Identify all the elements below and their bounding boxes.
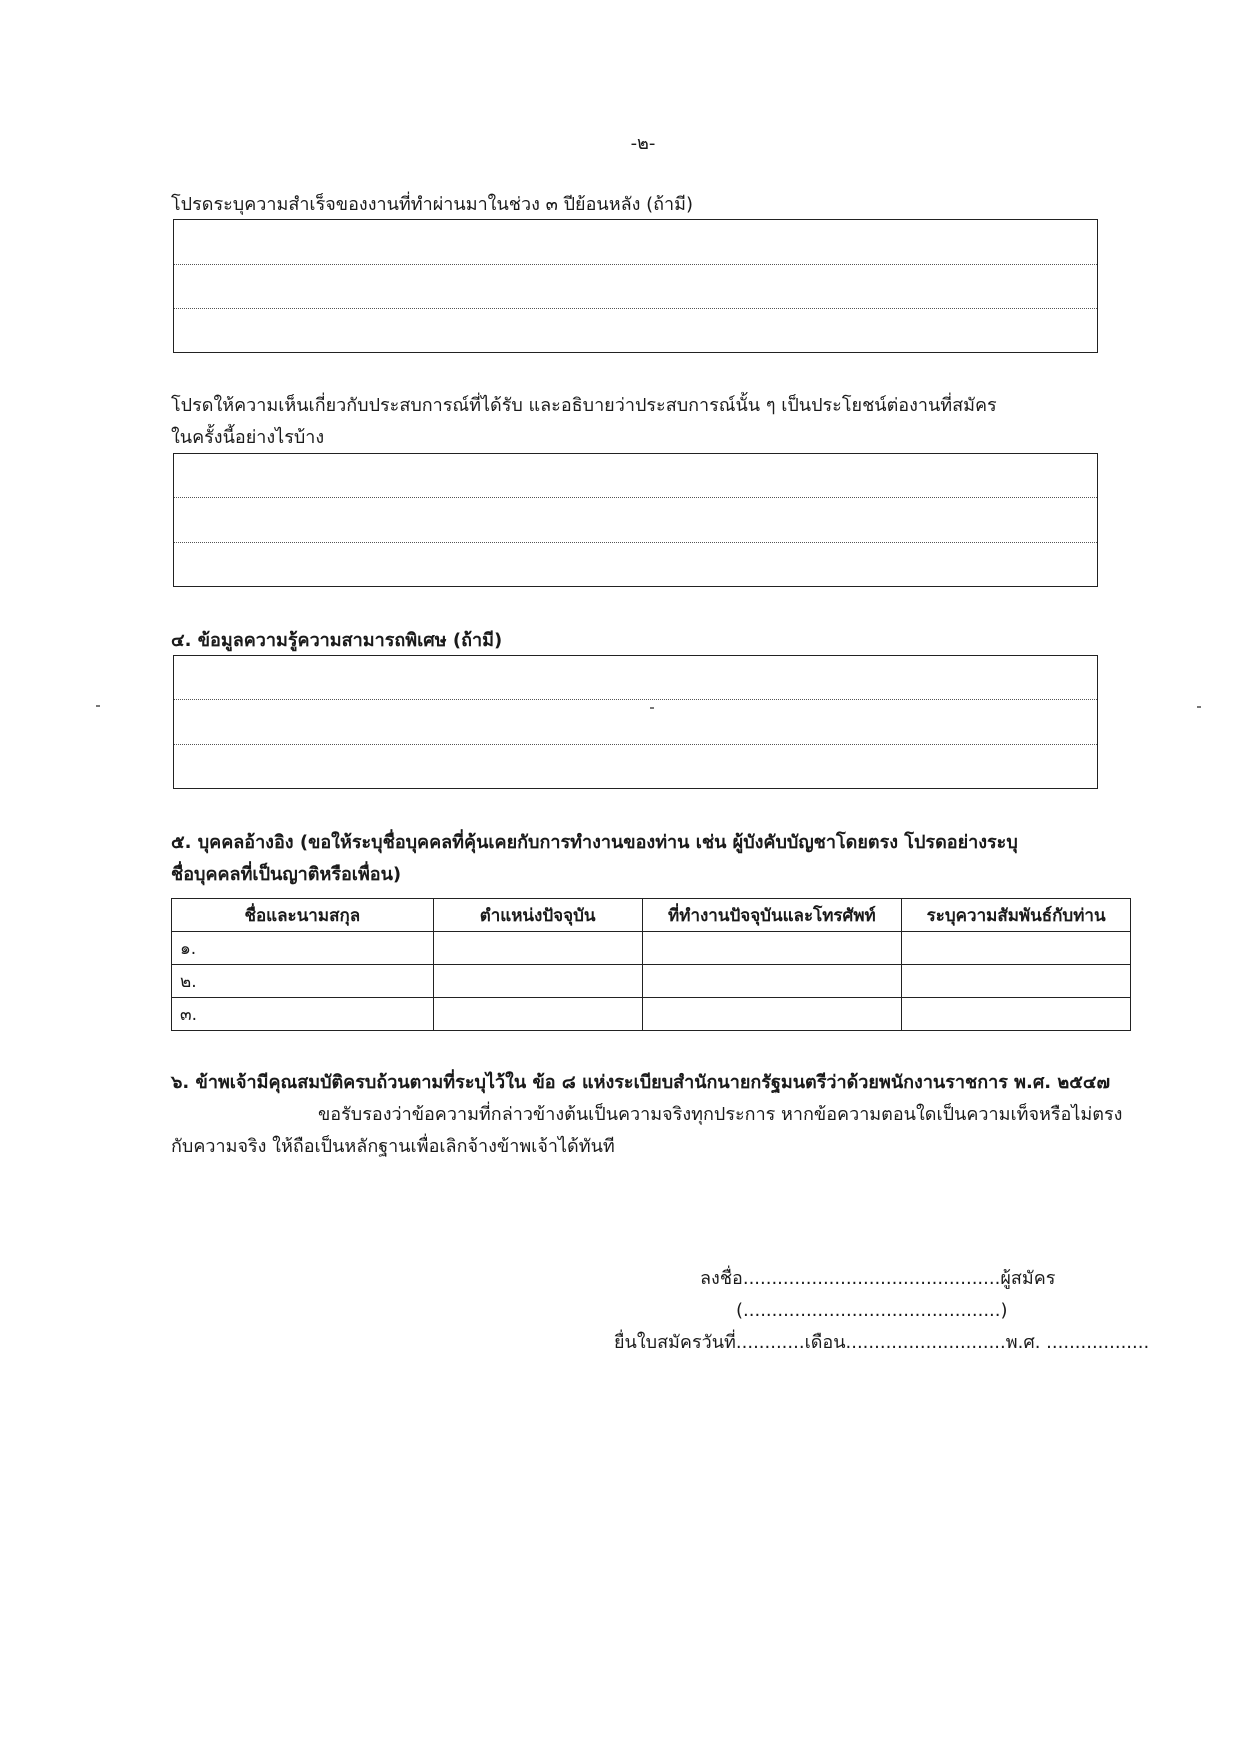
experience-box[interactable] [173,453,1098,587]
row-number-cell[interactable]: ๒. [172,965,434,998]
header-name: ชื่อและนามสกุล [172,899,434,932]
answer-line [174,264,1097,265]
answer-line [174,542,1097,543]
header-position: ตำแหน่งปัจจุบัน [433,899,642,932]
header-relationship: ระบุความสัมพันธ์กับท่าน [902,899,1131,932]
header-workplace: ที่ทำงานปัจจุบันและโทรศัพท์ [642,899,902,932]
section-5-title-line1: ๕. บุคคลอ้างอิง (ขอให้ระบุชื่อบุคคลที่คุ้นเคยกับการทำงานของท่าน เช่น ผู้บังคับบัญชาโดยตรง โปรดอย่างระบุ [171,832,1018,853]
answer-line [174,744,1097,745]
answer-line [174,699,1097,700]
row-number-cell[interactable]: ๓. [172,998,434,1031]
table-cell[interactable] [902,965,1131,998]
table-cell[interactable] [433,932,642,965]
table-cell[interactable] [433,965,642,998]
experience-prompt-line1: โปรดให้ความเห็นเกี่ยวกับประสบการณ์ที่ได้รับ และอธิบายว่าประสบการณ์นั้น ๆ เป็นประโยชน์ต่องานที่สมัคร [171,395,997,416]
application-date-line[interactable]: ยื่นใบสมัครวันที่............เดือน............................พ.ศ. .................. [614,1332,1150,1353]
achievements-prompt: โปรดระบุความสำเร็จของงานที่ทำผ่านมาในช่วง ๓ ปีย้อนหลัง (ถ้ามี) [171,194,694,215]
section-4-title: ๔. ข้อมูลความรู้ความสามารถพิเศษ (ถ้ามี) [171,630,503,651]
table-cell[interactable] [642,965,902,998]
scan-speck [96,705,100,707]
table-cell[interactable] [642,998,902,1031]
table-row [172,932,1131,965]
table-cell[interactable] [902,998,1131,1031]
answer-line [174,497,1097,498]
scan-speck [1197,706,1201,708]
answer-line [174,308,1097,309]
experience-prompt-line2: ในครั้งนี้อย่างไรบ้าง [171,427,325,448]
special-skills-box[interactable] [173,655,1098,789]
signature-name-line[interactable]: (.............................................) [736,1300,1008,1321]
table-row [172,965,1131,998]
table-cell[interactable] [902,932,1131,965]
section-5-title-line2: ชื่อบุคคลที่เป็นญาติหรือเพื่อน) [171,864,402,885]
section-6-body-line2: กับความจริง ให้ถือเป็นหลักฐานเพื่อเลิกจ้างข้าพเจ้าได้ทันที [171,1136,615,1157]
row-number-cell[interactable]: ๑. [172,932,434,965]
scan-speck [650,707,654,709]
table-row [172,998,1131,1031]
table-header-row [172,899,1131,932]
section-6-body-line1: ขอรับรองว่าข้อความที่กล่าวข้างต้นเป็นความจริงทุกประการ หากข้อความตอนใดเป็นความเท็จหรือไม่ตรง [318,1104,1123,1125]
signature-line[interactable]: ลงชื่อ.............................................ผู้สมัคร [700,1268,1056,1289]
table-cell[interactable] [642,932,902,965]
page-number: -๒- [630,133,656,154]
table-cell[interactable] [433,998,642,1031]
achievements-box[interactable] [173,219,1098,353]
reference-table [171,898,1131,1031]
section-6-title: ๖. ข้าพเจ้ามีคุณสมบัติครบถ้วนตามที่ระบุไว้ใน ข้อ ๘ แห่งระเบียบสำนักนายกรัฐมนตรีว่าด้วยพนักงานราชการ พ.ศ. ๒๕๔๗ [171,1072,1111,1093]
